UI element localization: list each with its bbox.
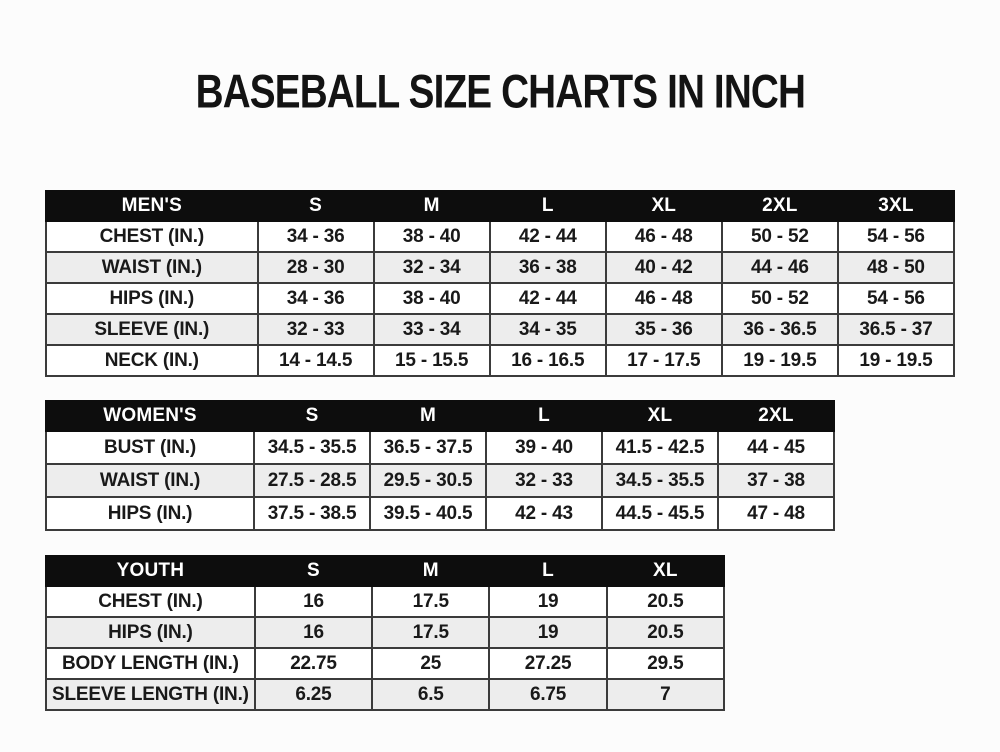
size-value-cell: 28 - 30 (258, 252, 374, 283)
youth-header-row (46, 556, 724, 586)
size-value-cell: 6.5 (372, 679, 489, 710)
youth-group-header: YOUTH (46, 556, 255, 586)
column-header-2xl: 2XL (718, 401, 834, 431)
size-value-cell: 39.5 - 40.5 (370, 497, 486, 530)
size-value-cell: 44 - 46 (722, 252, 838, 283)
size-value-cell: 33 - 34 (374, 314, 490, 345)
size-value-cell: 34.5 - 35.5 (254, 431, 370, 464)
womens-table (45, 400, 835, 531)
size-value-cell: 54 - 56 (838, 283, 954, 314)
size-value-cell: 20.5 (607, 617, 724, 648)
size-value-cell: 19 (489, 617, 606, 648)
row-label: CHEST (IN.) (46, 586, 255, 617)
size-value-cell: 19 (489, 586, 606, 617)
size-value-cell: 29.5 - 30.5 (370, 464, 486, 497)
size-value-cell: 17.5 (372, 586, 489, 617)
size-value-cell: 46 - 48 (606, 221, 722, 252)
size-value-cell: 44.5 - 45.5 (602, 497, 718, 530)
size-value-cell: 19 - 19.5 (722, 345, 838, 376)
table-row (46, 586, 724, 617)
size-value-cell: 25 (372, 648, 489, 679)
column-header-s: S (255, 556, 372, 586)
size-value-cell: 36 - 36.5 (722, 314, 838, 345)
size-value-cell: 36.5 - 37 (838, 314, 954, 345)
size-value-cell: 16 (255, 617, 372, 648)
table-row (46, 617, 724, 648)
table-row (46, 252, 954, 283)
size-value-cell: 42 - 44 (490, 221, 606, 252)
column-header-s: S (254, 401, 370, 431)
size-value-cell: 46 - 48 (606, 283, 722, 314)
table-row (46, 464, 834, 497)
size-value-cell: 7 (607, 679, 724, 710)
size-value-cell: 32 - 34 (374, 252, 490, 283)
size-value-cell: 37.5 - 38.5 (254, 497, 370, 530)
column-header-m: M (370, 401, 486, 431)
row-label: SLEEVE (IN.) (46, 314, 258, 345)
womens-header-row (46, 401, 834, 431)
size-value-cell: 50 - 52 (722, 283, 838, 314)
column-header-s: S (258, 191, 374, 221)
column-header-m: M (372, 556, 489, 586)
youth-size-table (45, 555, 725, 711)
size-value-cell: 34 - 35 (490, 314, 606, 345)
row-label: SLEEVE LENGTH (IN.) (46, 679, 255, 710)
column-header-2xl: 2XL (722, 191, 838, 221)
size-value-cell: 36.5 - 37.5 (370, 431, 486, 464)
size-value-cell: 44 - 45 (718, 431, 834, 464)
size-value-cell: 41.5 - 42.5 (602, 431, 718, 464)
column-header-xl: XL (607, 556, 724, 586)
row-label: HIPS (IN.) (46, 283, 258, 314)
size-value-cell: 38 - 40 (374, 221, 490, 252)
table-row (46, 497, 834, 530)
size-value-cell: 22.75 (255, 648, 372, 679)
size-value-cell: 37 - 38 (718, 464, 834, 497)
row-label: BUST (IN.) (46, 431, 254, 464)
table-row (46, 648, 724, 679)
size-value-cell: 6.25 (255, 679, 372, 710)
size-value-cell: 17 - 17.5 (606, 345, 722, 376)
size-value-cell: 20.5 (607, 586, 724, 617)
mens-size-table (45, 190, 955, 377)
size-value-cell: 19 - 19.5 (838, 345, 954, 376)
table-row (46, 679, 724, 710)
size-value-cell: 48 - 50 (838, 252, 954, 283)
table-row (46, 431, 834, 464)
size-value-cell: 42 - 44 (490, 283, 606, 314)
page-title (0, 66, 1000, 118)
size-value-cell: 27.25 (489, 648, 606, 679)
row-label: BODY LENGTH (IN.) (46, 648, 255, 679)
row-label: NECK (IN.) (46, 345, 258, 376)
size-value-cell: 34.5 - 35.5 (602, 464, 718, 497)
size-value-cell: 32 - 33 (258, 314, 374, 345)
size-value-cell: 50 - 52 (722, 221, 838, 252)
size-value-cell: 38 - 40 (374, 283, 490, 314)
size-value-cell: 36 - 38 (490, 252, 606, 283)
size-value-cell: 16 (255, 586, 372, 617)
size-value-cell: 14 - 14.5 (258, 345, 374, 376)
size-value-cell: 16 - 16.5 (490, 345, 606, 376)
column-header-l: L (490, 191, 606, 221)
page-title-text: BASEBALL SIZE CHARTS IN INCH (195, 64, 805, 119)
row-label: CHEST (IN.) (46, 221, 258, 252)
mens-table (45, 190, 955, 377)
table-row (46, 221, 954, 252)
size-value-cell: 35 - 36 (606, 314, 722, 345)
size-value-cell: 6.75 (489, 679, 606, 710)
womens-group-header: WOMEN'S (46, 401, 254, 431)
column-header-m: M (374, 191, 490, 221)
row-label: WAIST (IN.) (46, 464, 254, 497)
size-value-cell: 32 - 33 (486, 464, 602, 497)
size-value-cell: 42 - 43 (486, 497, 602, 530)
table-row (46, 345, 954, 376)
size-value-cell: 17.5 (372, 617, 489, 648)
column-header-xl: XL (606, 191, 722, 221)
size-value-cell: 40 - 42 (606, 252, 722, 283)
table-row (46, 283, 954, 314)
size-value-cell: 47 - 48 (718, 497, 834, 530)
size-value-cell: 39 - 40 (486, 431, 602, 464)
youth-table (45, 555, 725, 711)
womens-size-table (45, 400, 835, 531)
column-header-l: L (489, 556, 606, 586)
size-value-cell: 34 - 36 (258, 283, 374, 314)
column-header-l: L (486, 401, 602, 431)
row-label: WAIST (IN.) (46, 252, 258, 283)
size-value-cell: 29.5 (607, 648, 724, 679)
row-label: HIPS (IN.) (46, 497, 254, 530)
size-value-cell: 15 - 15.5 (374, 345, 490, 376)
mens-header-row (46, 191, 954, 221)
mens-group-header: MEN'S (46, 191, 258, 221)
size-value-cell: 27.5 - 28.5 (254, 464, 370, 497)
size-value-cell: 54 - 56 (838, 221, 954, 252)
table-row (46, 314, 954, 345)
row-label: HIPS (IN.) (46, 617, 255, 648)
size-value-cell: 34 - 36 (258, 221, 374, 252)
column-header-3xl: 3XL (838, 191, 954, 221)
column-header-xl: XL (602, 401, 718, 431)
